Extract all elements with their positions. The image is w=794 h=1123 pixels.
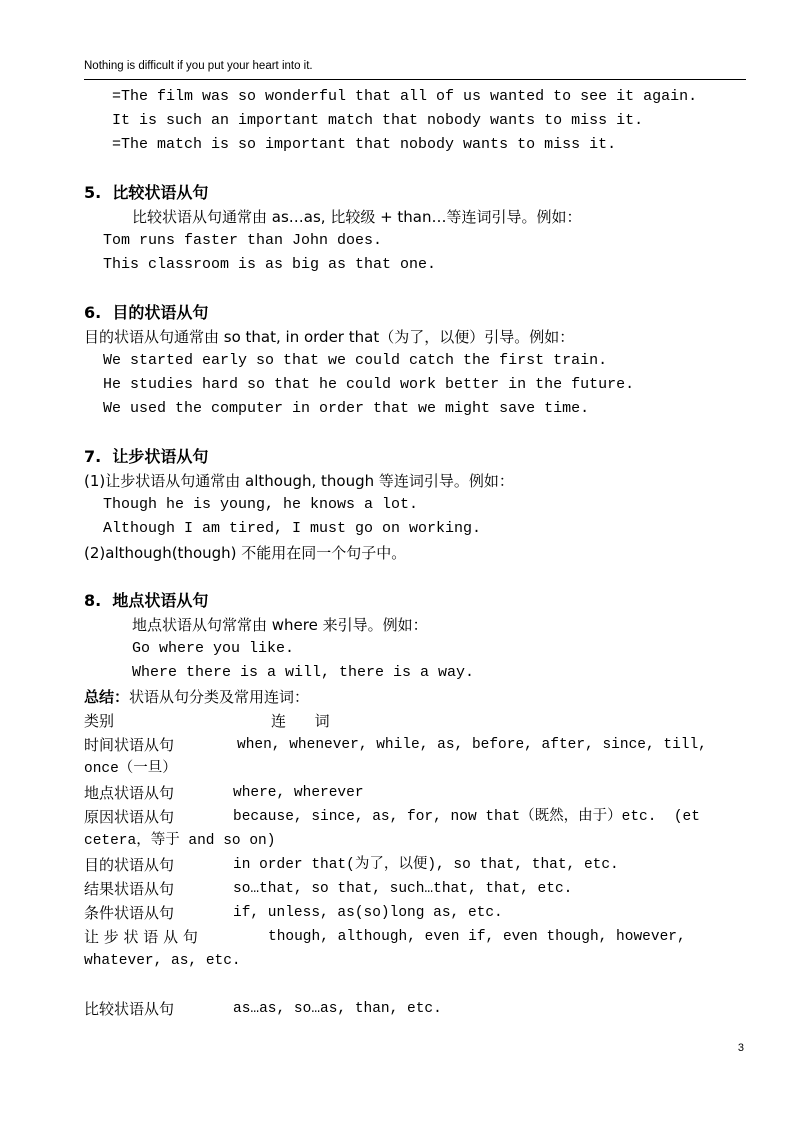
summary-row-value-condition: if, unless, as(so)long as, etc. xyxy=(233,905,503,921)
example-line: Although I am tired, I must go on working. xyxy=(103,520,482,537)
example-line: Tom runs faster than John does. xyxy=(103,232,383,249)
summary-row-value-reason: because, since, as, for, now that（既然，由于）etc. (et xyxy=(233,809,700,825)
summary-row-value-purpose: in order that(为了，以便), so that, that, etc. xyxy=(233,857,619,873)
summary-title xyxy=(84,687,309,707)
example-line: This classroom is as big as that one. xyxy=(103,256,437,273)
summary-title-rest: 状语从句分类及常用连词： xyxy=(129,688,310,706)
example-line: It is such an important match that nobody wants to miss it. xyxy=(112,112,644,129)
section-heading-6: 6. 目的状语从句 xyxy=(84,303,209,322)
summary-row-cont-time: once（一旦） xyxy=(84,761,177,777)
summary-row-value-result: so…that, so that, such…that, that, etc. xyxy=(233,881,573,897)
section-description: (1)让步状语从句通常由 although, though 等连词引导。例如： xyxy=(84,472,514,490)
summary-row-label-time: 时间状语从句 xyxy=(84,736,175,754)
summary-row-cont-concession: whatever, as, etc. xyxy=(84,953,241,969)
summary-row-label-condition: 条件状语从句 xyxy=(84,904,175,922)
section-description: 目的状语从句通常由 so that, in order that（为了，以便）引导。例如： xyxy=(84,328,575,346)
summary-row-value-comparison: as…as, so…as, than, etc. xyxy=(233,1001,442,1017)
example-line: He studies hard so that he could work better in the future. xyxy=(103,376,635,393)
summary-row-label-comparison: 比较状语从句 xyxy=(84,1000,175,1018)
summary-row-cont-reason: cetera，等于 and so on) xyxy=(84,833,276,849)
example-line: Where there is a will, there is a way. xyxy=(132,664,475,681)
summary-row-value-concession: though, although, even if, even though, however, xyxy=(268,929,686,945)
summary-row-label-place: 地点状语从句 xyxy=(84,784,175,802)
summary-title-bold: 总结： xyxy=(84,688,130,706)
summary-row-label-concession: 让 步 状 语 从 句 xyxy=(84,928,198,946)
section-description: 地点状语从句常常由 where 来引导。例如： xyxy=(132,616,428,634)
section-heading-7: 7. 让步状语从句 xyxy=(84,447,209,466)
section-description: 比较状语从句通常由 as…as, 比较级 + than…等连词引导。例如： xyxy=(132,208,582,226)
summary-row-label-reason: 原因状语从句 xyxy=(84,808,175,826)
header-rule xyxy=(84,79,746,80)
summary-row-label-result: 结果状语从句 xyxy=(84,880,175,898)
example-line: Go where you like. xyxy=(132,640,295,657)
summary-row-value-time: when, whenever, while, as, before, after, since, till, xyxy=(237,737,707,753)
example-line: Though he is young, he knows a lot. xyxy=(103,496,419,513)
section-note: (2)although(though) 不能用在同一个句子中。 xyxy=(84,544,407,562)
summary-row-label-purpose: 目的状语从句 xyxy=(84,856,175,874)
column-header-conjunctions: 连 词 xyxy=(271,712,330,730)
page-header: Nothing is difficult if you put your heart into it. xyxy=(84,60,313,72)
section-heading-5: 5. 比较状语从句 xyxy=(84,183,209,202)
page-number: 3 xyxy=(737,1042,744,1054)
column-header-category: 类别 xyxy=(84,712,115,730)
example-line: We used the computer in order that we might save time. xyxy=(103,400,590,417)
example-line: We started early so that we could catch the first train. xyxy=(103,352,608,369)
section-heading-8: 8. 地点状语从句 xyxy=(84,591,209,610)
example-line: =The film was so wonderful that all of us wanted to see it again. xyxy=(112,88,698,105)
summary-row-value-place: where, wherever xyxy=(233,785,364,801)
example-line: =The match is so important that nobody wants to miss it. xyxy=(112,136,617,153)
